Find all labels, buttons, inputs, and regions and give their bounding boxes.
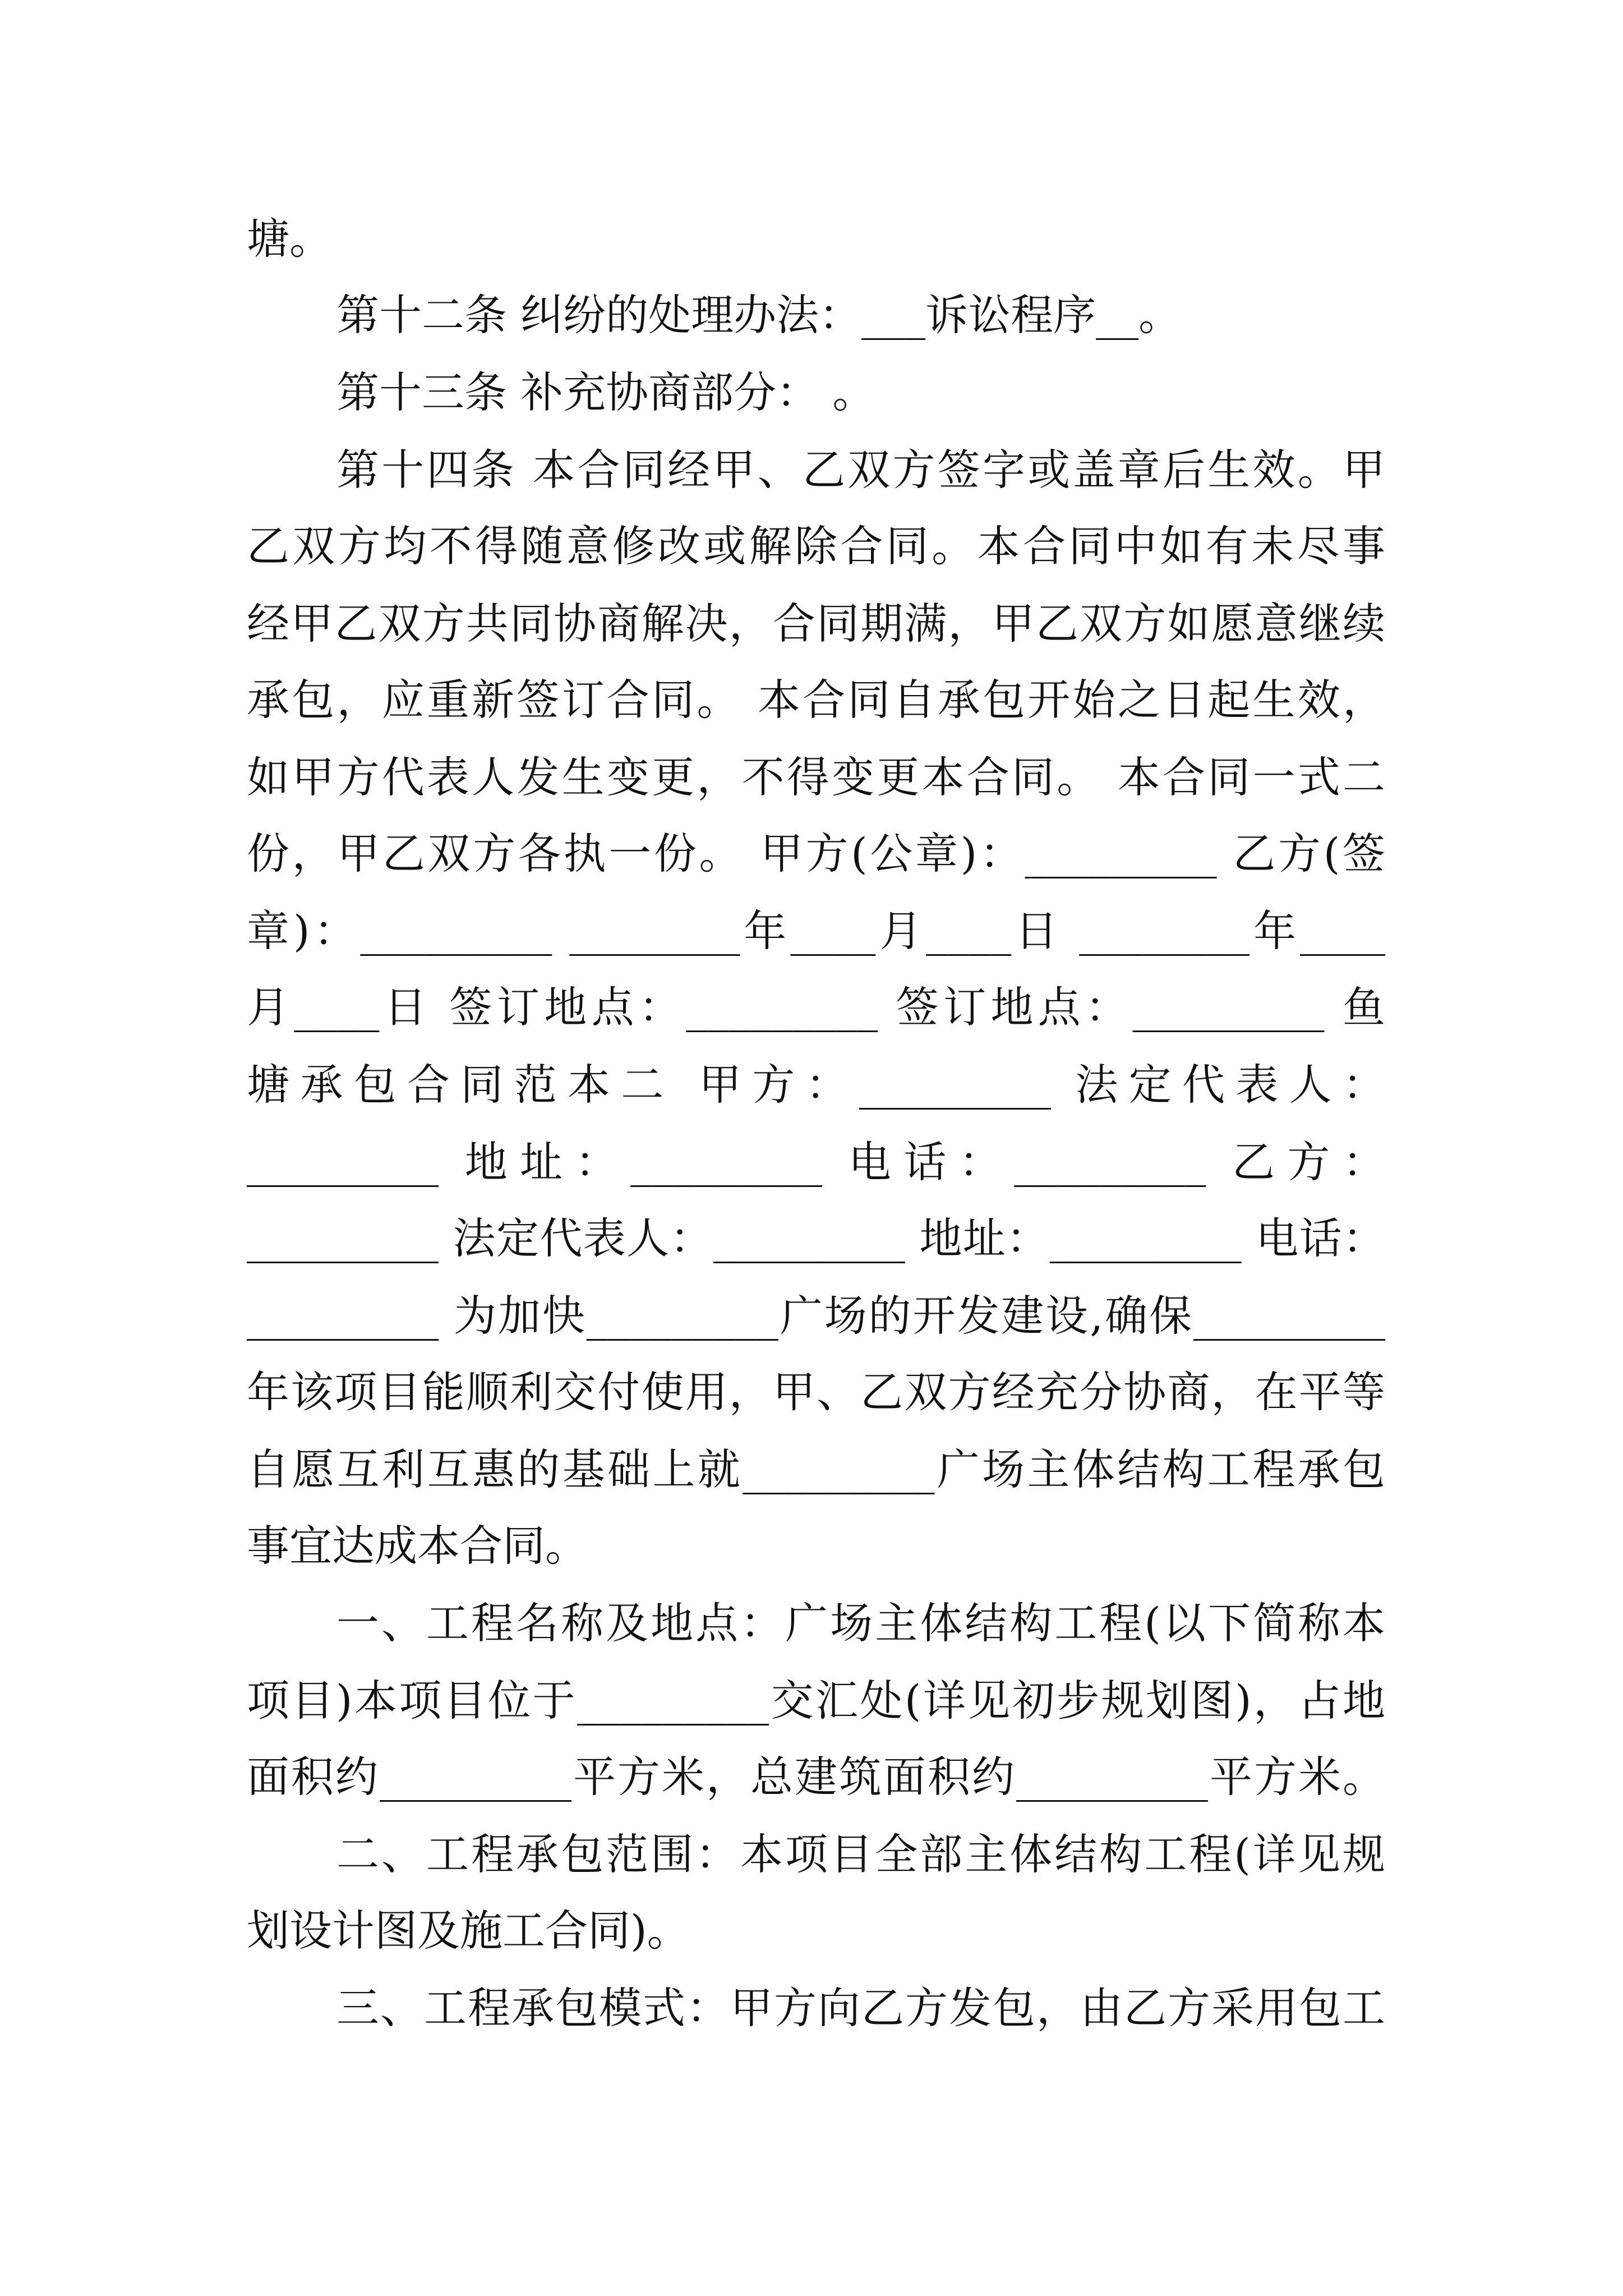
- section-3-line: 三、工程承包模式：甲方向乙方发包，由乙方采用包工: [336, 1983, 1385, 2033]
- article-12-line: 第十二条 纠纷的处理办法：___诉讼程序__。: [336, 290, 1182, 340]
- text-line-16: 年该项目能顺利交付使用，甲、乙双方经充分协商，在平等: [247, 1367, 1385, 1417]
- text-line-23: 划设计图及施工合同)。: [247, 1906, 690, 1955]
- text-line-11: 月____日 签订地点：_________ 签订地点：_________ 鱼: [247, 982, 1385, 1032]
- text-line-1: 塘。: [247, 214, 332, 264]
- text-line-17: 自愿互利互惠的基础上就_________广场主体结构工程承包: [247, 1444, 1385, 1494]
- text-line-7: 承包，应重新签订合同。 本合同自承包开始之日起生效，: [247, 675, 1385, 725]
- text-line-10: 章)：_________ ________年____月____日 ________年____: [247, 906, 1385, 956]
- text-line-18: 事宜达成本合同。: [247, 1521, 588, 1571]
- text-line-14: _________ 法定代表人：_________ 地址：_________ 电话：: [247, 1213, 1385, 1263]
- article-13-line: 第十三条 补充协商部分： 。: [336, 367, 875, 417]
- template-two-heading-line: 塘承包合同范本二 甲方：_________ 法定代表人：: [247, 1060, 1385, 1110]
- text-line-5: 乙双方均不得随意修改或解除合同。本合同中如有未尽事: [247, 521, 1385, 571]
- text-line-8: 如甲方代表人发生变更，不得变更本合同。 本合同一式二: [247, 752, 1385, 802]
- text-line-6: 经甲乙双方共同协商解决，合同期满，甲乙双方如愿意继续: [247, 599, 1385, 648]
- text-line-13: _________ 地址：_________ 电话：_________ 乙方：: [247, 1137, 1385, 1187]
- section-1-line: 一、工程名称及地点：广场主体结构工程(以下简称本: [336, 1598, 1385, 1648]
- text-line-9: 份，甲乙双方各执一份。 甲方(公章)：_________ 乙方(签: [247, 829, 1385, 878]
- text-line-21: 面积约_________平方米，总建筑面积约_________平方米。: [247, 1752, 1385, 1802]
- text-line-15: _________ 为加快_________广场的开发建设,确保_________: [247, 1291, 1385, 1341]
- article-14-line: 第十四条 本合同经甲、乙双方签字或盖章后生效。甲: [336, 445, 1385, 495]
- section-2-line: 二、工程承包范围：本项目全部主体结构工程(详见规: [336, 1829, 1385, 1879]
- text-line-20: 项目)本项目位于_________交汇处(详见初步规划图)，占地: [247, 1676, 1385, 1726]
